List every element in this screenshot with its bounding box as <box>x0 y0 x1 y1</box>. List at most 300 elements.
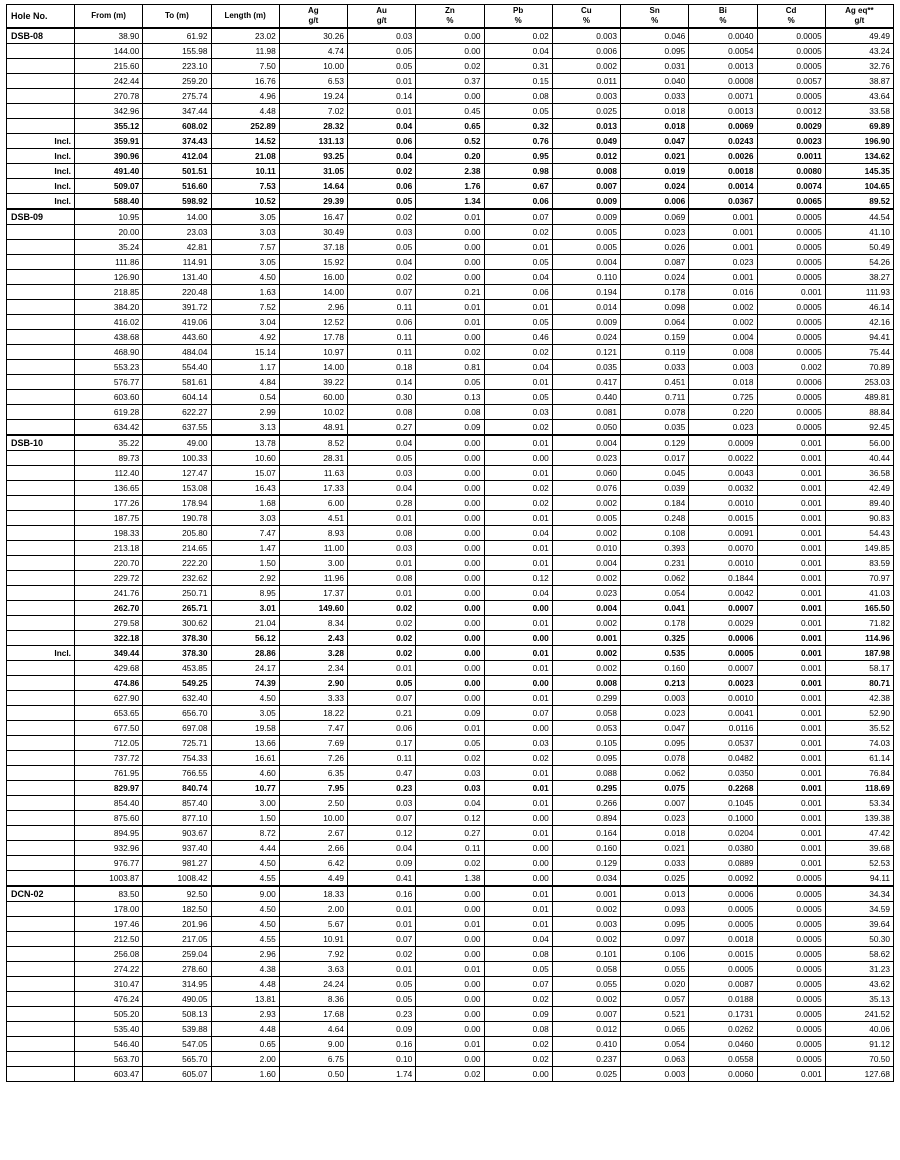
table-cell: 0.035 <box>621 420 689 436</box>
table-cell: 0.194 <box>552 285 620 300</box>
table-cell: 10.00 <box>279 59 347 74</box>
table-cell: 0.00 <box>416 661 484 676</box>
table-cell: 0.018 <box>621 104 689 119</box>
table-row <box>7 962 894 977</box>
table-cell: 178.00 <box>75 902 143 917</box>
table-cell: 94.41 <box>825 330 893 345</box>
table-cell: 476.24 <box>75 992 143 1007</box>
table-cell: 0.009 <box>552 194 620 210</box>
table-cell: 61.14 <box>825 751 893 766</box>
table-cell: 603.47 <box>75 1067 143 1082</box>
table-cell: 0.031 <box>621 59 689 74</box>
table-cell: 0.002 <box>757 360 825 375</box>
table-cell: 0.05 <box>348 240 416 255</box>
table-cell: 259.20 <box>143 74 211 89</box>
table-cell: 0.01 <box>484 300 552 315</box>
table-cell: 0.04 <box>348 435 416 451</box>
table-cell: 56.00 <box>825 435 893 451</box>
table-cell: 88.84 <box>825 405 893 420</box>
interval-label-cell <box>7 119 75 134</box>
table-cell: 0.00 <box>416 601 484 616</box>
table-cell: 0.12 <box>416 811 484 826</box>
table-cell: 554.40 <box>143 360 211 375</box>
table-cell: 0.05 <box>348 59 416 74</box>
table-cell: 0.65 <box>211 1037 279 1052</box>
table-row <box>7 240 894 255</box>
table-cell: 0.0005 <box>757 917 825 932</box>
table-cell: 0.024 <box>552 330 620 345</box>
table-cell: 0.67 <box>484 179 552 194</box>
table-cell: 355.12 <box>75 119 143 134</box>
table-cell: 0.04 <box>348 119 416 134</box>
table-cell: 0.0091 <box>689 526 757 541</box>
table-cell: 3.33 <box>279 691 347 706</box>
table-cell: 0.0071 <box>689 89 757 104</box>
table-cell: 0.058 <box>552 962 620 977</box>
table-cell: 0.01 <box>348 104 416 119</box>
table-cell: 0.13 <box>416 390 484 405</box>
table-cell: 20.00 <box>75 225 143 240</box>
table-header <box>7 5 894 29</box>
table-cell: 242.44 <box>75 74 143 89</box>
table-cell: 0.160 <box>621 661 689 676</box>
table-row <box>7 179 894 194</box>
table-cell: 0.00 <box>416 330 484 345</box>
table-cell: 0.003 <box>689 360 757 375</box>
table-cell: 0.07 <box>348 285 416 300</box>
table-cell: 0.0013 <box>689 59 757 74</box>
table-cell: 0.02 <box>484 481 552 496</box>
table-cell: 0.110 <box>552 270 620 285</box>
table-cell: 0.047 <box>621 721 689 736</box>
table-cell: 14.52 <box>211 134 279 149</box>
table-row <box>7 134 894 149</box>
table-cell: 0.02 <box>484 28 552 44</box>
table-row <box>7 721 894 736</box>
table-cell: 0.064 <box>621 315 689 330</box>
table-cell: 619.28 <box>75 405 143 420</box>
table-cell: 241.52 <box>825 1007 893 1022</box>
table-cell: 279.58 <box>75 616 143 631</box>
table-cell: 932.96 <box>75 841 143 856</box>
interval-label-cell: Incl. <box>7 646 75 661</box>
table-cell: 0.1000 <box>689 811 757 826</box>
table-cell: 0.01 <box>484 826 552 841</box>
table-cell: 0.0350 <box>689 766 757 781</box>
table-cell: 0.014 <box>552 300 620 315</box>
table-cell: 0.026 <box>621 240 689 255</box>
table-cell: 0.0010 <box>689 691 757 706</box>
table-row <box>7 766 894 781</box>
table-cell: 214.65 <box>143 541 211 556</box>
table-cell: 1.17 <box>211 360 279 375</box>
table-cell: 0.237 <box>552 1052 620 1067</box>
table-cell: 0.02 <box>348 270 416 285</box>
table-cell: 100.33 <box>143 451 211 466</box>
table-cell: 4.50 <box>211 902 279 917</box>
table-cell: 0.078 <box>621 751 689 766</box>
table-row <box>7 511 894 526</box>
table-cell: 0.001 <box>757 451 825 466</box>
table-cell: 0.01 <box>416 300 484 315</box>
table-cell: 501.51 <box>143 164 211 179</box>
table-cell: 1.34 <box>416 194 484 210</box>
table-cell: 349.44 <box>75 646 143 661</box>
table-cell: 7.47 <box>211 526 279 541</box>
table-cell: 0.055 <box>552 977 620 992</box>
table-cell: 0.09 <box>348 1022 416 1037</box>
table-cell: 0.01 <box>484 766 552 781</box>
table-cell: 0.0005 <box>757 1022 825 1037</box>
table-cell: 2.96 <box>279 300 347 315</box>
interval-label-cell <box>7 977 75 992</box>
table-cell: 0.02 <box>416 751 484 766</box>
table-cell: 15.14 <box>211 345 279 360</box>
table-cell: 3.00 <box>279 556 347 571</box>
table-cell: 232.62 <box>143 571 211 586</box>
table-cell: 877.10 <box>143 811 211 826</box>
table-cell: 6.53 <box>279 74 347 89</box>
table-cell: 547.05 <box>143 1037 211 1052</box>
table-row <box>7 360 894 375</box>
table-cell: 419.06 <box>143 315 211 330</box>
table-cell: 412.04 <box>143 149 211 164</box>
table-cell: 6.35 <box>279 766 347 781</box>
table-cell: 19.58 <box>211 721 279 736</box>
table-cell: 0.1045 <box>689 796 757 811</box>
table-cell: 30.26 <box>279 28 347 44</box>
table-cell: 0.0005 <box>757 255 825 270</box>
table-cell: 0.06 <box>348 134 416 149</box>
table-cell: 127.68 <box>825 1067 893 1082</box>
table-cell: 0.012 <box>552 1022 620 1037</box>
table-cell: 0.23 <box>348 1007 416 1022</box>
table-cell: 0.062 <box>621 571 689 586</box>
table-cell: 50.30 <box>825 932 893 947</box>
table-cell: 43.62 <box>825 977 893 992</box>
table-row <box>7 751 894 766</box>
table-cell: 275.74 <box>143 89 211 104</box>
table-cell: 0.01 <box>484 691 552 706</box>
table-cell: 2.96 <box>211 947 279 962</box>
table-row <box>7 977 894 992</box>
interval-label-cell: Incl. <box>7 134 75 149</box>
table-row <box>7 119 894 134</box>
table-cell: 2.99 <box>211 405 279 420</box>
table-cell: 0.055 <box>621 962 689 977</box>
table-cell: 0.0006 <box>689 886 757 902</box>
table-body <box>7 28 894 1082</box>
interval-label-cell <box>7 917 75 932</box>
table-cell: 0.06 <box>484 194 552 210</box>
table-cell: 2.34 <box>279 661 347 676</box>
table-cell: 250.71 <box>143 586 211 601</box>
table-cell: 58.62 <box>825 947 893 962</box>
table-cell: 0.00 <box>416 947 484 962</box>
table-cell: 8.95 <box>211 586 279 601</box>
table-cell: 0.05 <box>348 676 416 691</box>
table-cell: 622.27 <box>143 405 211 420</box>
table-cell: 0.410 <box>552 1037 620 1052</box>
table-cell: 89.40 <box>825 496 893 511</box>
table-cell: 0.003 <box>621 691 689 706</box>
table-cell: 0.002 <box>552 646 620 661</box>
table-cell: 0.012 <box>552 149 620 164</box>
table-cell: 0.178 <box>621 285 689 300</box>
table-cell: 0.0116 <box>689 721 757 736</box>
table-cell: 0.393 <box>621 541 689 556</box>
table-cell: 0.81 <box>416 360 484 375</box>
table-cell: 0.006 <box>621 194 689 210</box>
table-cell: 0.12 <box>348 826 416 841</box>
table-cell: 0.00 <box>416 646 484 661</box>
table-cell: 41.03 <box>825 586 893 601</box>
table-cell: 0.00 <box>416 451 484 466</box>
table-cell: 111.86 <box>75 255 143 270</box>
table-cell: 0.00 <box>484 451 552 466</box>
table-cell: 539.88 <box>143 1022 211 1037</box>
table-cell: 0.021 <box>621 149 689 164</box>
table-cell: 197.46 <box>75 917 143 932</box>
table-cell: 0.08 <box>348 571 416 586</box>
table-cell: 0.001 <box>757 616 825 631</box>
table-cell: 0.0005 <box>757 240 825 255</box>
column-header-hole-no: Hole No. <box>7 5 75 29</box>
table-cell: 0.0018 <box>689 932 757 947</box>
table-cell: 0.008 <box>552 676 620 691</box>
interval-label-cell <box>7 947 75 962</box>
table-cell: 0.213 <box>621 676 689 691</box>
table-cell: 1008.42 <box>143 871 211 887</box>
table-cell: 18.33 <box>279 886 347 902</box>
table-cell: 0.046 <box>621 28 689 44</box>
table-cell: 0.231 <box>621 556 689 571</box>
table-cell: 93.25 <box>279 149 347 164</box>
table-cell: 359.91 <box>75 134 143 149</box>
table-cell: 0.0011 <box>757 149 825 164</box>
table-cell: 0.021 <box>621 841 689 856</box>
table-cell: 0.00 <box>416 481 484 496</box>
table-cell: 178.94 <box>143 496 211 511</box>
interval-label-cell <box>7 766 75 781</box>
table-cell: 0.069 <box>621 209 689 225</box>
table-cell: 0.002 <box>552 616 620 631</box>
table-cell: 217.05 <box>143 932 211 947</box>
table-cell: 0.299 <box>552 691 620 706</box>
column-header-cd: Cd % <box>757 5 825 29</box>
table-cell: 0.01 <box>348 511 416 526</box>
table-cell: 11.63 <box>279 466 347 481</box>
table-cell: 453.85 <box>143 661 211 676</box>
table-cell: 0.05 <box>348 992 416 1007</box>
table-cell: 0.002 <box>552 932 620 947</box>
table-cell: 857.40 <box>143 796 211 811</box>
table-cell: 0.16 <box>348 1037 416 1052</box>
table-row <box>7 736 894 751</box>
table-cell: 0.00 <box>484 721 552 736</box>
table-cell: 4.92 <box>211 330 279 345</box>
table-cell: 0.1731 <box>689 1007 757 1022</box>
table-cell: 44.54 <box>825 209 893 225</box>
table-cell: 0.0009 <box>689 435 757 451</box>
table-cell: 0.03 <box>416 781 484 796</box>
table-cell: 0.01 <box>484 466 552 481</box>
table-cell: 0.00 <box>416 511 484 526</box>
column-header-cu: Cu % <box>552 5 620 29</box>
table-cell: 0.21 <box>348 706 416 721</box>
table-cell: 7.52 <box>211 300 279 315</box>
table-cell: 38.90 <box>75 28 143 44</box>
table-cell: 0.18 <box>348 360 416 375</box>
table-cell: 605.07 <box>143 1067 211 1082</box>
table-cell: 0.0005 <box>757 871 825 887</box>
table-cell: 0.09 <box>484 1007 552 1022</box>
table-cell: 0.001 <box>552 631 620 646</box>
table-cell: 0.266 <box>552 796 620 811</box>
table-cell: 0.08 <box>348 526 416 541</box>
table-cell: 0.00 <box>416 1007 484 1022</box>
table-cell: 48.91 <box>279 420 347 436</box>
table-cell: 0.14 <box>348 375 416 390</box>
table-cell: 0.001 <box>757 766 825 781</box>
table-cell: 0.02 <box>348 601 416 616</box>
table-row <box>7 646 894 661</box>
table-cell: 0.01 <box>484 556 552 571</box>
table-cell: 563.70 <box>75 1052 143 1067</box>
table-cell: 0.00 <box>416 496 484 511</box>
table-cell: 0.00 <box>416 631 484 646</box>
table-cell: 0.007 <box>552 1007 620 1022</box>
table-cell: 4.50 <box>211 270 279 285</box>
column-header-pb: Pb % <box>484 5 552 29</box>
table-cell: 42.16 <box>825 315 893 330</box>
table-cell: 1.63 <box>211 285 279 300</box>
table-cell: 0.00 <box>416 992 484 1007</box>
table-cell: 52.90 <box>825 706 893 721</box>
table-cell: 576.77 <box>75 375 143 390</box>
table-cell: 56.12 <box>211 631 279 646</box>
table-cell: 0.04 <box>348 841 416 856</box>
table-cell: 43.64 <box>825 89 893 104</box>
table-cell: 0.023 <box>689 255 757 270</box>
table-cell: 3.03 <box>211 225 279 240</box>
table-cell: 0.0005 <box>757 932 825 947</box>
table-cell: 342.96 <box>75 104 143 119</box>
table-cell: 0.053 <box>552 721 620 736</box>
table-cell: 0.001 <box>689 225 757 240</box>
table-cell: 1.60 <box>211 1067 279 1082</box>
table-cell: 0.04 <box>484 526 552 541</box>
table-cell: 0.023 <box>621 811 689 826</box>
table-cell: 19.24 <box>279 89 347 104</box>
interval-label-cell <box>7 992 75 1007</box>
table-cell: 0.0204 <box>689 826 757 841</box>
table-cell: 0.325 <box>621 631 689 646</box>
table-row <box>7 496 894 511</box>
table-cell: 0.01 <box>416 962 484 977</box>
table-cell: 4.51 <box>279 511 347 526</box>
table-cell: 505.20 <box>75 1007 143 1022</box>
table-cell: 875.60 <box>75 811 143 826</box>
table-cell: 443.60 <box>143 330 211 345</box>
table-cell: 0.05 <box>348 44 416 59</box>
table-cell: 0.001 <box>689 240 757 255</box>
table-cell: 0.65 <box>416 119 484 134</box>
table-cell: 155.98 <box>143 44 211 59</box>
table-cell: 0.009 <box>552 209 620 225</box>
table-cell: 0.01 <box>484 781 552 796</box>
table-cell: 0.02 <box>348 164 416 179</box>
table-cell: 0.095 <box>621 736 689 751</box>
table-cell: 0.0380 <box>689 841 757 856</box>
table-cell: 0.02 <box>484 345 552 360</box>
table-cell: 0.04 <box>348 255 416 270</box>
table-row <box>7 706 894 721</box>
table-cell: 725.71 <box>143 736 211 751</box>
table-cell: 0.07 <box>348 811 416 826</box>
table-cell: 0.054 <box>621 586 689 601</box>
table-cell: 0.04 <box>484 270 552 285</box>
table-row <box>7 826 894 841</box>
table-cell: 0.001 <box>757 1067 825 1082</box>
table-cell: 0.02 <box>416 345 484 360</box>
table-cell: 104.65 <box>825 179 893 194</box>
table-cell: 187.98 <box>825 646 893 661</box>
table-cell: 0.001 <box>757 721 825 736</box>
table-cell: 378.30 <box>143 646 211 661</box>
table-cell: 92.45 <box>825 420 893 436</box>
table-cell: 1.76 <box>416 179 484 194</box>
table-cell: 0.17 <box>348 736 416 751</box>
table-cell: 0.11 <box>416 841 484 856</box>
table-row <box>7 451 894 466</box>
table-row <box>7 194 894 210</box>
interval-label-cell <box>7 781 75 796</box>
table-cell: 4.48 <box>211 1022 279 1037</box>
table-row <box>7 556 894 571</box>
table-cell: 0.075 <box>621 781 689 796</box>
table-cell: 0.002 <box>552 902 620 917</box>
table-cell: 1.50 <box>211 556 279 571</box>
table-cell: 0.00 <box>416 44 484 59</box>
table-cell: 17.78 <box>279 330 347 345</box>
table-cell: 0.00 <box>416 676 484 691</box>
table-cell: 0.0014 <box>689 179 757 194</box>
table-cell: 37.18 <box>279 240 347 255</box>
table-cell: 0.011 <box>552 74 620 89</box>
table-cell: 0.0069 <box>689 119 757 134</box>
table-cell: 829.97 <box>75 781 143 796</box>
table-cell: 588.40 <box>75 194 143 210</box>
interval-label-cell <box>7 631 75 646</box>
table-cell: 0.0008 <box>689 74 757 89</box>
table-cell: 13.78 <box>211 435 279 451</box>
table-cell: 0.0005 <box>757 345 825 360</box>
table-cell: 0.0074 <box>757 179 825 194</box>
table-cell: 0.081 <box>552 405 620 420</box>
interval-label-cell <box>7 405 75 420</box>
table-cell: 0.019 <box>621 164 689 179</box>
table-cell: 0.0005 <box>757 886 825 902</box>
table-cell: 10.00 <box>279 811 347 826</box>
table-cell: 0.041 <box>621 601 689 616</box>
table-cell: 4.64 <box>279 1022 347 1037</box>
table-cell: 0.45 <box>416 104 484 119</box>
table-cell: 0.01 <box>348 661 416 676</box>
table-cell: 2.50 <box>279 796 347 811</box>
table-cell: 0.03 <box>348 541 416 556</box>
table-cell: 0.001 <box>689 209 757 225</box>
